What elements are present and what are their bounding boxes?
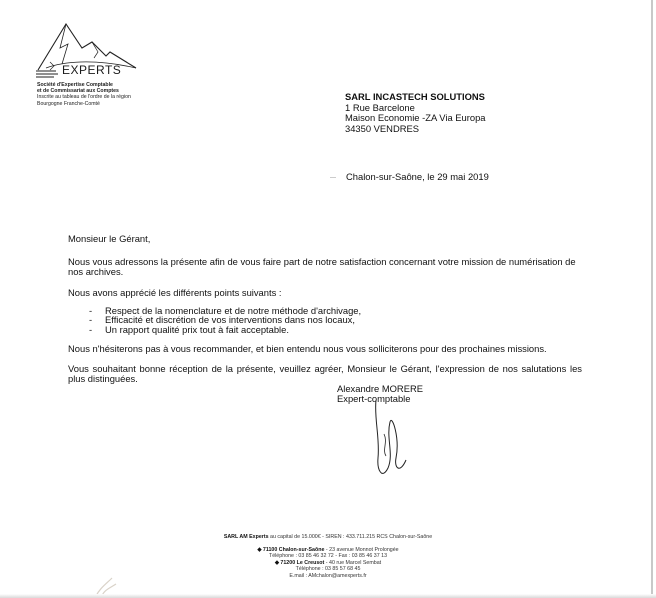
footer-legal <box>0 534 656 540</box>
logo-wordmark: EXPERTS <box>62 63 122 77</box>
firm-line-2: et de Commissariat aux Comptes <box>37 88 119 95</box>
recipient-name: SARL INCASTECH SOLUTIONS <box>345 91 485 102</box>
office-2-address: - 40 rue Marcel Sembat <box>324 559 382 566</box>
signer-title: Expert-comptable <box>337 393 411 405</box>
point-text: Respect de la nomenclature et de notre méthode d'archivage, <box>105 304 362 316</box>
paragraph-1: Nous vous adressons la présente afin de vous faire part de notre satisfaction concernant votre mission de numérisation de nos archives. <box>68 256 576 278</box>
office-2-name: ◆ 71200 Le Creusot <box>274 559 325 566</box>
paragraph-4: Vous souhaitant bonne réception de la présente, veuillez agréer, Monsieur le Gérant, l'expression de nos salutations les plus distinguées. <box>68 362 582 384</box>
recipient-address <box>345 92 486 134</box>
paragraph-3: Nous n'hésiterons pas à vous recommander, et bien entendu nous vous solliciterons pour des prochaines missions. <box>68 342 547 354</box>
paragraph-2: Nous avons apprécié les différents points suivants : <box>68 286 282 298</box>
office-2-phone: Téléphone : 03 85 57 68 45 <box>295 566 361 573</box>
dash-bullet: - <box>89 324 93 335</box>
points-list <box>68 306 582 335</box>
recipient-street: 1 Rue Barcelone <box>345 101 415 113</box>
scan-edge-right <box>651 0 653 598</box>
firm-line-1: Société d'Expertise Comptable <box>37 82 113 88</box>
footer-company: SARL AM Experts <box>223 534 269 540</box>
firm-line-3: Inscrite au tableau de l'ordre de la région <box>37 94 131 101</box>
firm-description <box>37 82 131 107</box>
letter-body <box>68 234 582 384</box>
salutation: Monsieur le Gérant, <box>68 233 151 244</box>
handwritten-signature <box>366 398 412 482</box>
firm-line-4: Bourgogne Franche-Comté <box>37 100 100 107</box>
scan-edge-bottom <box>0 594 656 598</box>
office-1-name: ◆ 71100 Chalon-sur-Saône <box>257 547 325 553</box>
point-text: Un rapport qualité prix tout à fait acceptable. <box>105 324 289 335</box>
footer-company-details: au capital de 15.000€ - SIREN : 433.711.215 RCS Chalon-sur-Saône <box>268 534 433 540</box>
recipient-building: Maison Economie -ZA Via Europa <box>345 112 486 124</box>
point-text: Efficacité et discrétion de vos interventions dans nos locaux, <box>105 314 355 326</box>
scan-smudge <box>92 576 118 596</box>
dash-bullet: - <box>89 304 93 316</box>
signer-name: Alexandre MORERE <box>337 383 423 394</box>
recipient-city: 34350 VENDRES <box>345 122 419 134</box>
fold-mark <box>330 177 336 178</box>
dash-bullet: - <box>89 314 93 326</box>
footer-email: E.mail : AMchalon@amexperts.fr <box>289 572 367 579</box>
list-item <box>68 325 582 335</box>
date-line: Chalon-sur-Saône, le 29 mai 2019 <box>346 171 489 182</box>
footer-offices <box>0 547 656 579</box>
office-1-phone: Téléphone : 03 85 46 32 72 - Fax : 03 85 46 37 13 <box>268 553 388 560</box>
office-1-address: - 23 avenue Monnot Prolongée <box>324 547 399 553</box>
